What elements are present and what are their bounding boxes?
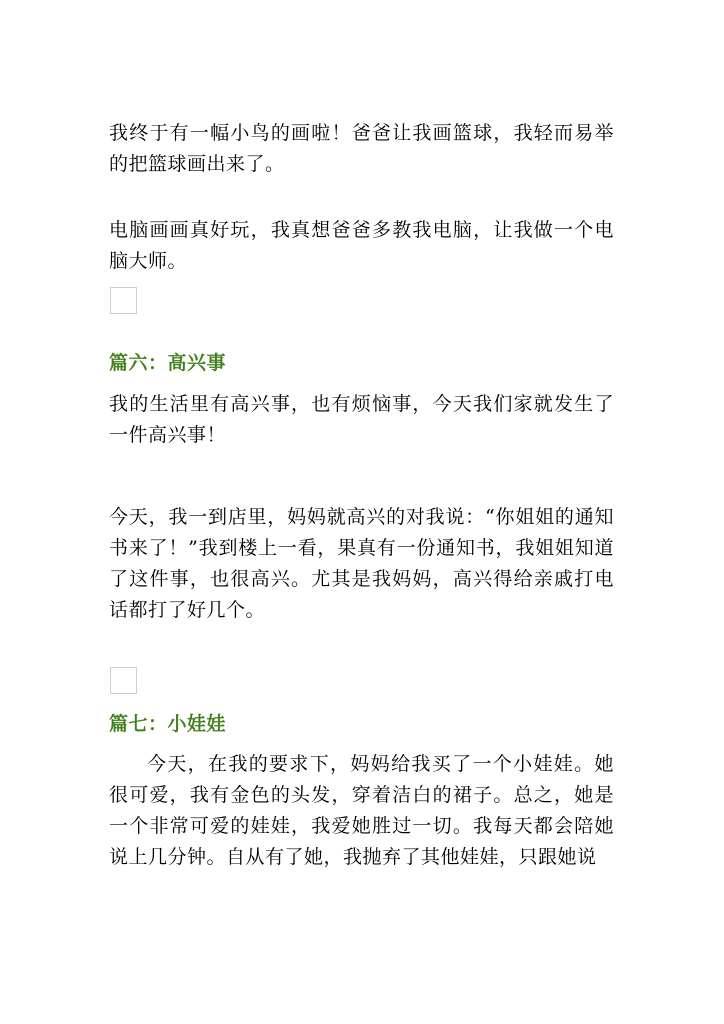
section-heading: 篇六：高兴事 bbox=[109, 352, 227, 374]
section-heading: 篇七：小娃娃 bbox=[109, 713, 227, 735]
paragraph: 今天，在我的要求下，妈妈给我买了一个小娃娃。她很可爱，我有金色的头发，穿着洁白的裙子。总之，她是一个非常可爱的娃娃，我爱她胜过一切。我每天都会陪她说上几分钟。自从有了她，我抛弃了其他娃娃，只跟她说 bbox=[109, 753, 614, 868]
image-placeholder-icon bbox=[110, 667, 137, 694]
paragraph: 电脑画画真好玩，我真想爸爸多教我电脑，让我做一个电脑大师。 bbox=[109, 219, 614, 272]
paragraph: 我的生活里有高兴事，也有烦恼事，今天我们家就发生了一件高兴事！ bbox=[109, 393, 614, 446]
image-placeholder-icon bbox=[110, 287, 137, 314]
paragraph: 今天，我一到店里，妈妈就高兴的对我说：“你姐姐的通知书来了！”我到楼上一看，果真有一份通知书，我姐姐知道了这件事，也很高兴。尤其是我妈妈，高兴得给亲戚打电话都打了好几个。 bbox=[109, 506, 614, 621]
paragraph: 我终于有一幅小鸟的画啦！爸爸让我画篮球，我轻而易举的把篮球画出来了。 bbox=[109, 122, 614, 175]
